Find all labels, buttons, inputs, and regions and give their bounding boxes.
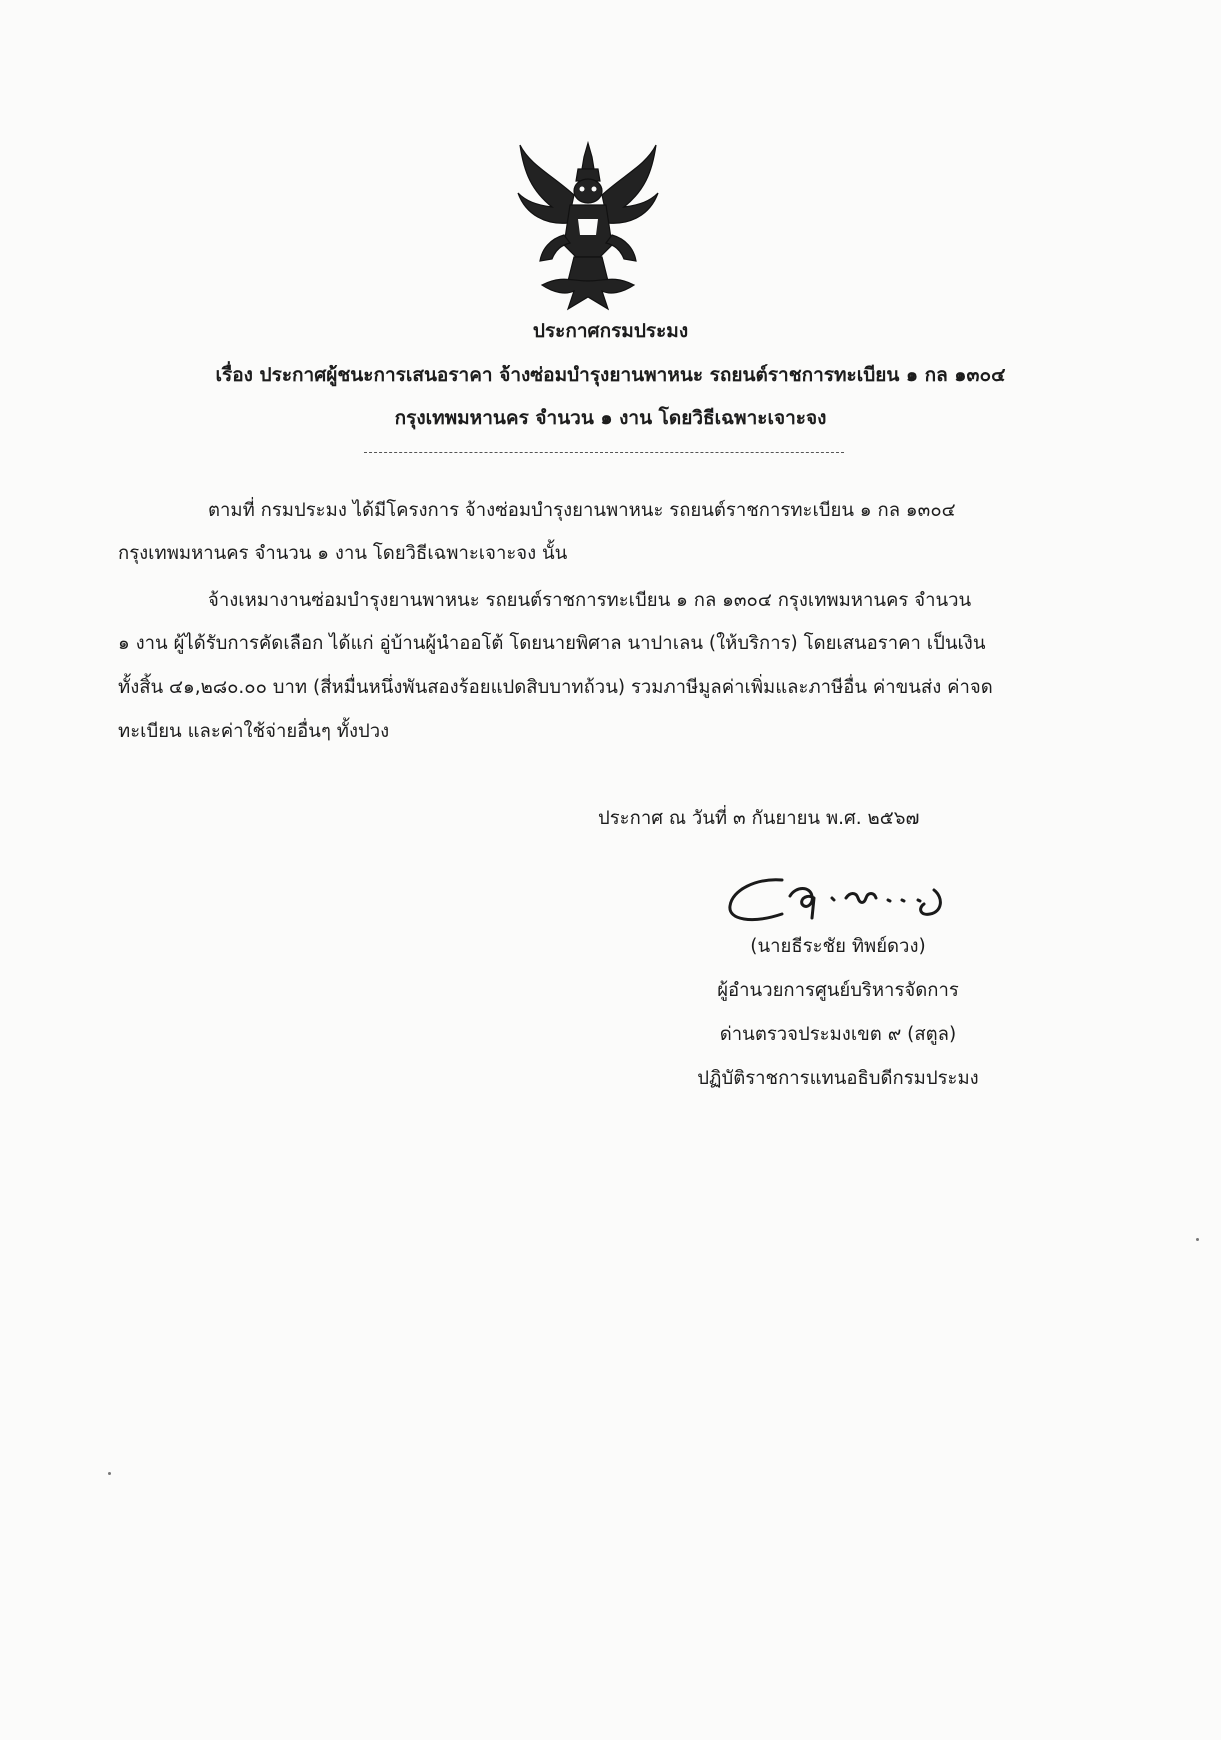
handwritten-signature	[722, 868, 972, 930]
signer-position-2: ด่านตรวจประมงเขต ๙ (สตูล)	[719, 1024, 957, 1045]
document-title: ประกาศกรมประมง	[532, 320, 689, 342]
scan-speck	[1196, 1238, 1199, 1241]
paragraph-1-line-1: ตามที่ กรมประมง ได้มีโครงการ จ้างซ่อมบำรุงยานพาหนะ รถยนต์ราชการทะเบียน ๑ กล ๑๓๐๔	[208, 500, 956, 521]
signer-name: (นายธีระชัย ทิพย์ดวง)	[750, 936, 926, 957]
signer-position-1: ผู้อำนวยการศูนย์บริหารจัดการ	[717, 980, 959, 1001]
garuda-emblem-icon	[512, 135, 664, 315]
paragraph-2-line-2: ๑ งาน ผู้ได้รับการคัดเลือก ได้แก่ อู่บ้านผู้นำออโต้ โดยนายพิศาล นาปาเลน (ให้บริการ) โดยเสนอราคา เป็นเงิน	[118, 633, 986, 654]
subject-line-2: กรุงเทพมหานคร จำนวน ๑ งาน โดยวิธีเฉพาะเจาะจง	[394, 407, 827, 429]
paragraph-2-line-4: ทะเบียน และค่าใช้จ่ายอื่นๆ ทั้งปวง	[118, 721, 390, 742]
signer-position-3: ปฏิบัติราชการแทนอธิบดีกรมประมง	[697, 1068, 979, 1089]
divider	[364, 452, 844, 453]
scan-speck	[108, 1472, 111, 1475]
subject-line-1: เรื่อง ประกาศผู้ชนะการเสนอราคา จ้างซ่อมบำรุงยานพาหนะ รถยนต์ราชการทะเบียน ๑ กล ๑๓๐๔	[215, 364, 1006, 386]
paragraph-2-line-1: จ้างเหมางานซ่อมบำรุงยานพาหนะ รถยนต์ราชการทะเบียน ๑ กล ๑๓๐๔ กรุงเทพมหานคร จำนวน	[208, 590, 972, 611]
paragraph-2-line-3: ทั้งสิ้น ๔๑,๒๘๐.๐๐ บาท (สี่หมื่นหนึ่งพันสองร้อยแปดสิบบาทถ้วน) รวมภาษีมูลค่าเพิ่มและภาษีอื่น ค่าขนส่ง ค่าจด	[118, 677, 993, 698]
paragraph-1-line-2: กรุงเทพมหานคร จำนวน ๑ งาน โดยวิธีเฉพาะเจาะจง นั้น	[118, 543, 568, 564]
announce-date: ประกาศ ณ วันที่ ๓ กันยายน พ.ศ. ๒๕๖๗	[598, 808, 920, 829]
